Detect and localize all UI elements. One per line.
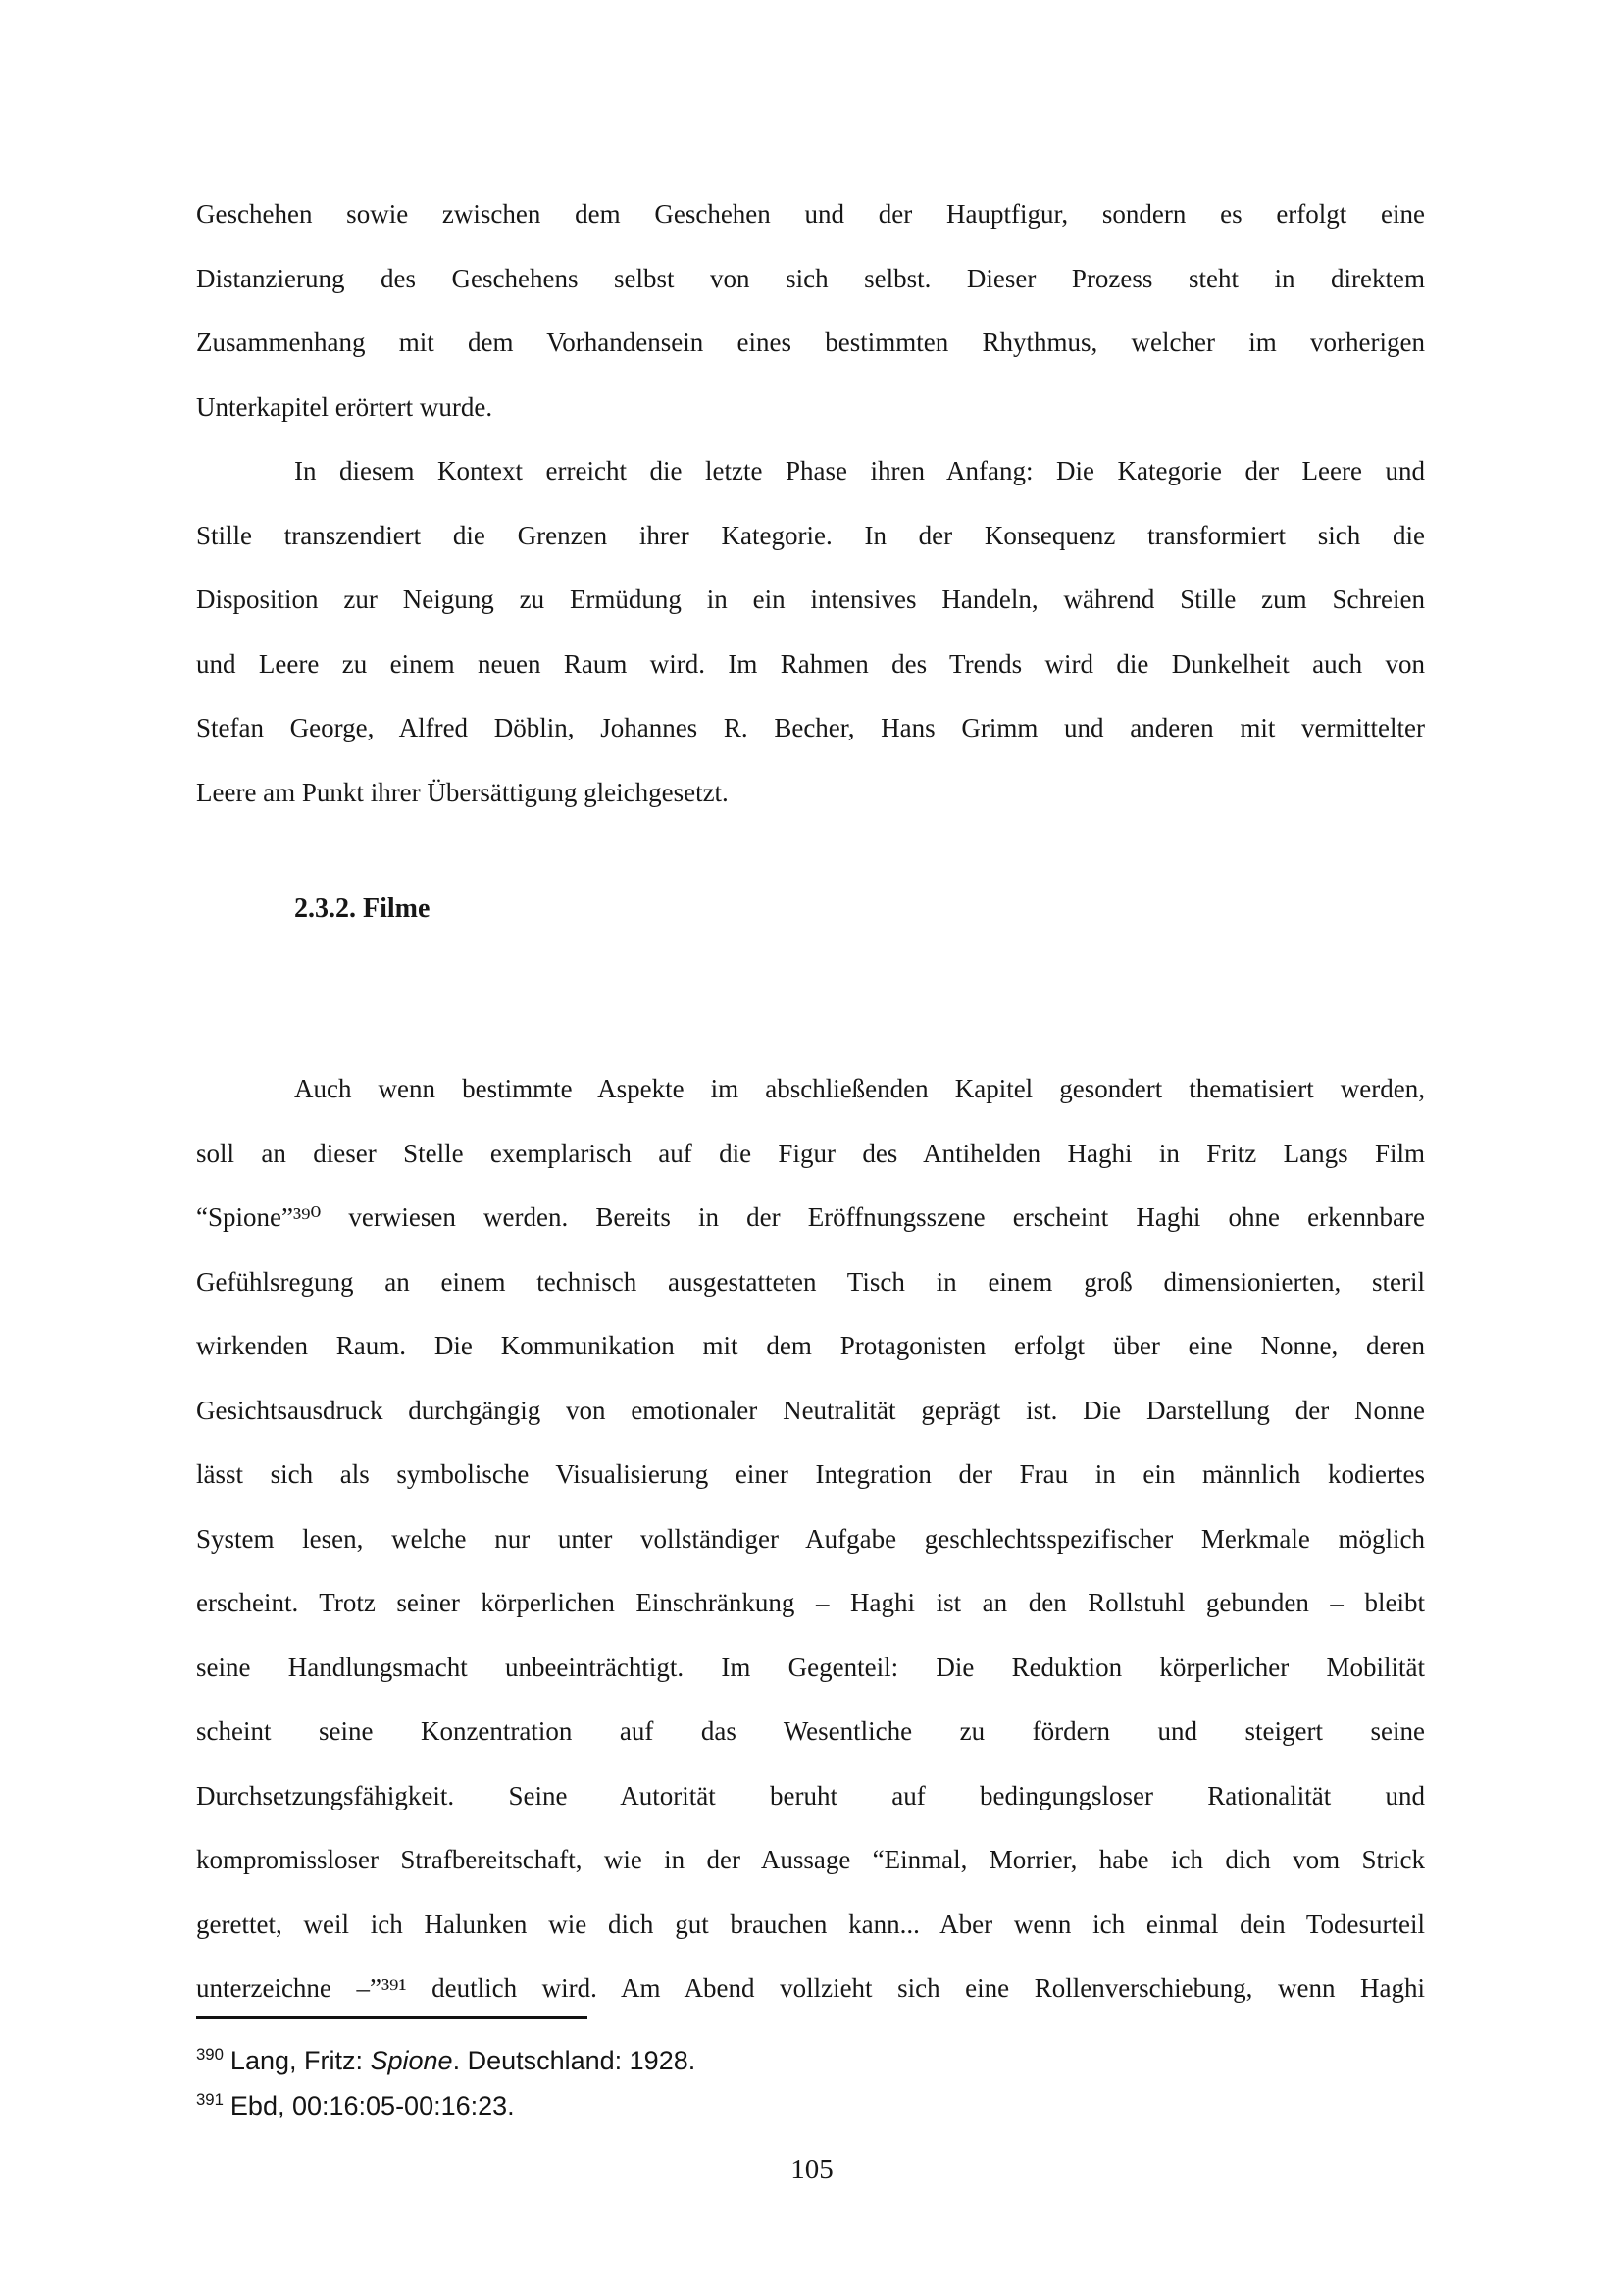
text-line: scheint seine Konzentration auf das Wesentliche zu fördern und steigert seine xyxy=(196,1716,1425,1746)
footnote-italic-title: Spione xyxy=(370,2046,453,2075)
footnote-391 xyxy=(196,2080,1425,2125)
text-line: wirkenden Raum. Die Kommunikation mit dem Protagonisten erfolgt über eine Nonne, deren xyxy=(196,1331,1425,1360)
text-line: Auch wenn bestimmte Aspekte im abschließenden Kapitel gesondert thematisiert werden, xyxy=(294,1074,1425,1103)
footnotes xyxy=(196,2035,1425,2125)
text-line: Geschehen sowie zwischen dem Geschehen und der Hauptfigur, sondern es erfolgt eine xyxy=(196,199,1425,229)
text-line: Stille transzendiert die Grenzen ihrer Kategorie. In der Konsequenz transformiert sich die xyxy=(196,520,1425,550)
text-line: Leere am Punkt ihrer Übersättigung gleichgesetzt. xyxy=(196,777,729,807)
text-line: lässt sich als symbolische Visualisierung einer Integration der Frau in ein männlich kodiertes xyxy=(196,1459,1425,1489)
text-line: Durchsetzungsfähigkeit. Seine Autorität beruht auf bedingungsloser Rationalität und xyxy=(196,1780,1425,1810)
section-heading-text: 2.3.2. Filme xyxy=(294,893,431,924)
body-text-upper xyxy=(196,182,1425,825)
text-line: System lesen, welche nur unter vollständiger Aufgabe geschlechtsspezifischer Merkmale möglich xyxy=(196,1523,1425,1554)
text-line: und Leere zu einem neuen Raum wird. Im Rahmen des Trends wird die Dunkelheit auch von xyxy=(196,648,1425,679)
text-line: seine Handlungsmacht unbeeinträchtigt. Im Gegenteil: Die Reduktion körperlicher Mobilität xyxy=(196,1652,1425,1682)
text-line: gerettet, weil ich Halunken wie dich gut brauchen kann... Aber wenn ich einmal dein Todesurteil xyxy=(196,1909,1425,1939)
section-heading xyxy=(196,877,1425,942)
text-line: kompromissloser Strafbereitschaft, wie in der Aussage “Einmal, Morrier, habe ich dich vom Strick xyxy=(196,1845,1425,1874)
text-line: “Spione”³⁹⁰ verwiesen werden. Bereits in der Eröffnungsszene erscheint Haghi ohne erkennbare xyxy=(196,1202,1425,1232)
footnote-text: Lang, Fritz: xyxy=(229,2046,371,2075)
page-number: 105 xyxy=(790,2154,834,2185)
text-line: soll an dieser Stelle exemplarisch auf die Figur des Antihelden Haghi in Fritz Langs Film xyxy=(196,1138,1425,1168)
footnote-text: . Deutschland: 1928. xyxy=(452,2046,696,2075)
text-line: Unterkapitel erörtert wurde. xyxy=(196,391,493,422)
text-line: Stefan George, Alfred Döblin, Johannes R. Becher, Hans Grimm und anderen mit vermittelter xyxy=(196,713,1425,742)
text-line: Distanzierung des Geschehens selbst von sich selbst. Dieser Prozess steht in direktem xyxy=(196,263,1425,293)
text-line: Gesichtsausdruck durchgängig von emotionaler Neutralität geprägt ist. Die Darstellung der Nonne xyxy=(196,1395,1425,1425)
text-line: erscheint. Trotz seiner körperlichen Einschränkung – Haghi ist an den Rollstuhl gebunden – bleibt xyxy=(196,1588,1425,1617)
text-line: Disposition zur Neigung zu Ermüdung in ein intensives Handeln, während Stille zum Schreien xyxy=(196,585,1425,614)
text-line: Zusammenhang mit dem Vorhandensein eines bestimmten Rhythmus, welcher im vorherigen xyxy=(196,328,1425,357)
footnote-390 xyxy=(196,2035,1425,2080)
text-line: In diesem Kontext erreicht die letzte Phase ihren Anfang: Die Kategorie der Leere und xyxy=(294,456,1425,485)
footnote-separator-rule xyxy=(196,2016,587,2019)
text-line: Gefühlsregung an einem technisch ausgestatteten Tisch in einem groß dimensionierten, steril xyxy=(196,1266,1425,1297)
footnote-marker: 390 xyxy=(196,2045,224,2064)
footnote-text: Ebd, 00:16:05-00:16:23. xyxy=(229,2091,515,2120)
body-text-lower xyxy=(196,1057,1425,2021)
footnote-marker: 391 xyxy=(196,2090,224,2109)
text-line: unterzeichne –”³⁹¹ deutlich wird. Am Abend vollzieht sich eine Rollenverschiebung, wenn Haghi xyxy=(196,1973,1425,2003)
